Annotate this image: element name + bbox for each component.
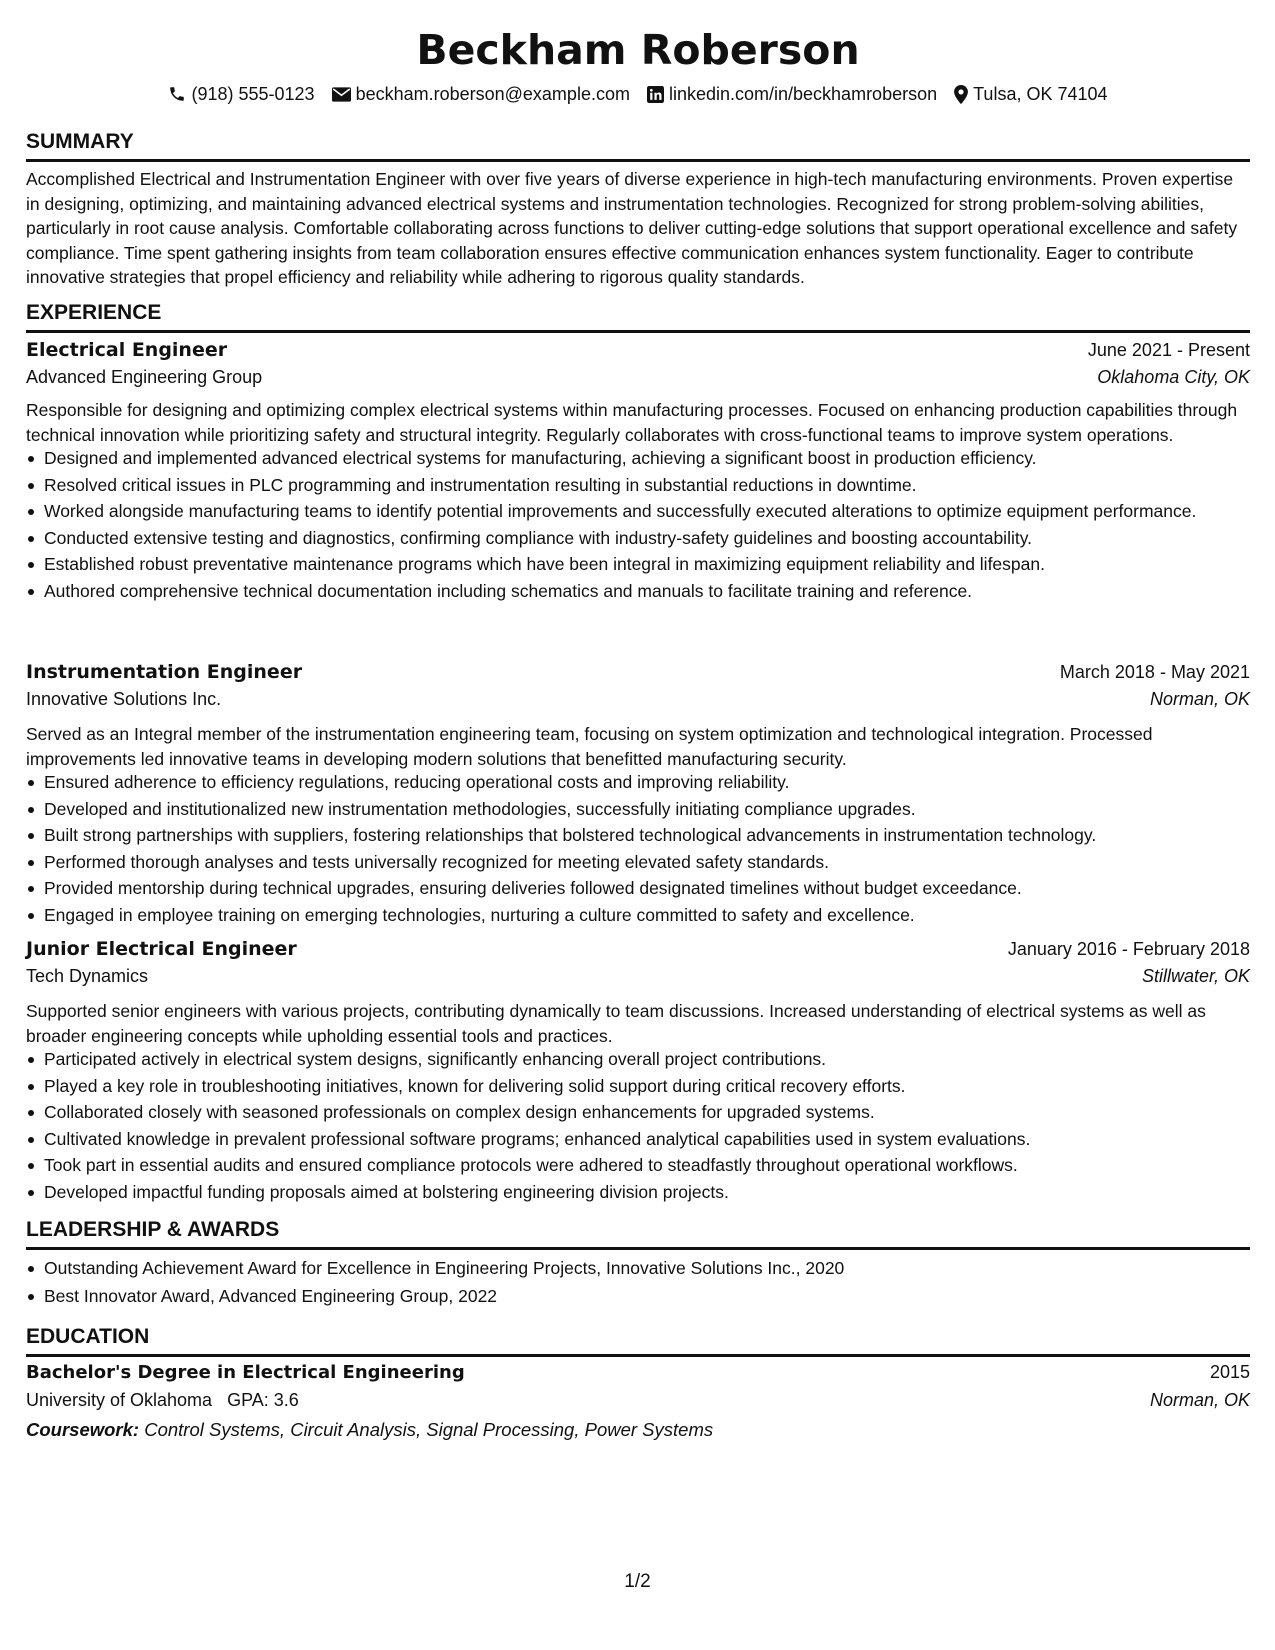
list-item: Worked alongside manufacturing teams to identify potential improvements and successfully executed alterations to optimize equipment performance. <box>44 500 1250 524</box>
job-dates: June 2021 - Present <box>1087 340 1250 360</box>
summary-text: Accomplished Electrical and Instrumentation Engineer with over five years of diverse experience in high-tech manufacturing environments. Proven expertise in designing, optimizing, and maintaining advanced electrical systems and instrumentation technologies. Recognized for strong problem-solving abilities, particularly in root cause analysis. Comfortable collaborating across functions to deliver cutting-edge solutions that support operational excellence and safety compliance. Time spent gathering insights from team collaboration ensures effective communication enhances system functionality. Eager to contribute innovative strategies that propel efficiency and reliability while adhering to rigorous quality standards. <box>26 169 1238 287</box>
phone-text: (918) 555-0123 <box>191 83 315 104</box>
contact-phone <box>168 84 314 105</box>
school-location: Norman, OK <box>1149 1390 1250 1410</box>
list-item: Established robust preventative maintenance programs which have been integral in maximizing equipment reliability and lifespan. <box>44 553 1250 577</box>
list-item: Engaged in employee training on emerging technologies, nurturing a culture committed to safety and excellence. <box>44 904 1250 928</box>
job-entry <box>26 339 1250 606</box>
leadership-section <box>26 1216 1250 1311</box>
job-title: Instrumentation Engineer <box>26 661 303 683</box>
list-item: Built strong partnerships with suppliers, fostering relationships that bolstered technological advancements in instrumentation technology. <box>44 824 1250 848</box>
phone-icon <box>168 85 186 103</box>
list-item: Played a key role in troubleshooting initiatives, known for delivering solid support during critical recovery efforts. <box>44 1075 1250 1099</box>
job-title: Junior Electrical Engineer <box>26 938 297 960</box>
coursework-list: Control Systems, Circuit Analysis, Signal Processing, Power Systems <box>144 1419 714 1440</box>
job-company: Advanced Engineering Group <box>26 367 263 387</box>
list-item: Best Innovator Award, Advanced Engineering Group, 2022 <box>44 1285 1250 1309</box>
job-title: Electrical Engineer <box>26 339 228 361</box>
candidate-name: Beckham Roberson <box>416 26 860 74</box>
list-item: Authored comprehensive technical documentation including schematics and manuals to facilitate training and reference. <box>44 580 1250 604</box>
job-description: Responsible for designing and optimizing complex electrical systems within manufacturing processes. Focused on enhancing production capabilities through technical innovation while prioritizing safety and structural integrity. Regularly collaborates with cross-functional teams to improve system operations. <box>26 400 1238 445</box>
linkedin-icon <box>647 86 664 103</box>
list-item: Ensured adherence to efficiency regulations, reducing operational costs and improving reliability. <box>44 771 1250 795</box>
job-entry <box>26 661 1250 930</box>
experience-heading: EXPERIENCE <box>26 299 1250 333</box>
coursework <box>26 1419 1250 1441</box>
list-item: Provided mentorship during technical upgrades, ensuring deliveries followed designated timelines without budget exceedance. <box>44 877 1250 901</box>
school-info <box>26 1390 299 1411</box>
job-location: Oklahoma City, OK <box>1097 367 1250 387</box>
experience-section <box>26 299 1250 333</box>
job-dates: January 2016 - February 2018 <box>1007 939 1250 959</box>
summary-heading: SUMMARY <box>26 128 1250 162</box>
degree-title: Bachelor's Degree in Electrical Engineering <box>26 1362 465 1383</box>
job-location: Norman, OK <box>1149 689 1250 709</box>
map-pin-icon <box>954 85 968 104</box>
list-item: Resolved critical issues in PLC programming and instrumentation resulting in substantial reductions in downtime. <box>44 474 1250 498</box>
job-company: Innovative Solutions Inc. <box>26 689 222 709</box>
contact-bar <box>26 82 1250 106</box>
contact-location <box>954 84 1107 105</box>
job-bullets <box>26 771 1250 927</box>
job-location: Stillwater, OK <box>1141 966 1250 986</box>
awards-list <box>26 1257 1250 1308</box>
job-entry <box>26 938 1250 1207</box>
list-item: Outstanding Achievement Award for Excellence in Engineering Projects, Innovative Solutions Inc., 2020 <box>44 1257 1250 1281</box>
job-description: Supported senior engineers with various projects, contributing dynamically to team discussions. Increased understanding of electrical systems as well as broader engineering concepts while upholding essential tools and practices. <box>26 1001 1206 1046</box>
list-item: Collaborated closely with seasoned professionals on complex design enhancements for upgraded systems. <box>44 1101 1250 1125</box>
linkedin-text: linkedin.com/in/beckhamroberson <box>668 83 938 104</box>
envelope-icon <box>332 87 351 102</box>
list-item: Developed and institutionalized new instrumentation methodologies, successfully initiating compliance upgrades. <box>44 798 1250 822</box>
job-bullets <box>26 447 1250 603</box>
summary-section <box>26 128 1250 290</box>
list-item: Participated actively in electrical system designs, significantly enhancing overall project contributions. <box>44 1048 1250 1072</box>
contact-linkedin[interactable] <box>647 84 937 105</box>
job-description: Served as an Integral member of the instrumentation engineering team, focusing on system optimization and technological integration. Processed improvements led innovative teams in developing modern solutions that benefitted manufacturing security. <box>26 724 1153 769</box>
list-item: Designed and implemented advanced electrical systems for manufacturing, achieving a significant boost in production efficiency. <box>44 447 1250 471</box>
page-number: 1/2 <box>624 1571 651 1592</box>
education-section <box>26 1323 1250 1441</box>
job-company: Tech Dynamics <box>26 966 149 986</box>
list-item: Performed thorough analyses and tests universally recognized for meeting elevated safety standards. <box>44 851 1250 875</box>
leadership-heading: LEADERSHIP & AWARDS <box>26 1216 1250 1250</box>
location-text: Tulsa, OK 74104 <box>973 83 1108 104</box>
contact-email[interactable] <box>332 84 630 105</box>
gpa: GPA: 3.6 <box>227 1390 299 1410</box>
job-bullets <box>26 1048 1250 1204</box>
school-name: University of Oklahoma <box>26 1390 213 1410</box>
list-item: Conducted extensive testing and diagnostics, confirming compliance with industry-safety guidelines and boosting accountability. <box>44 527 1250 551</box>
education-heading: EDUCATION <box>26 1323 1250 1357</box>
coursework-label: Coursework: <box>26 1419 140 1440</box>
graduation-year: 2015 <box>1209 1362 1250 1382</box>
resume-page <box>26 0 1250 1440</box>
list-item: Cultivated knowledge in prevalent professional software programs; enhanced analytical capabilities used in system evaluations. <box>44 1128 1250 1152</box>
email-text: beckham.roberson@example.com <box>355 83 630 104</box>
list-item: Developed impactful funding proposals aimed at bolstering engineering division projects. <box>44 1181 1250 1205</box>
list-item: Took part in essential audits and ensured compliance protocols were adhered to steadfastly throughout operational workflows. <box>44 1154 1250 1178</box>
job-dates: March 2018 - May 2021 <box>1059 662 1250 682</box>
